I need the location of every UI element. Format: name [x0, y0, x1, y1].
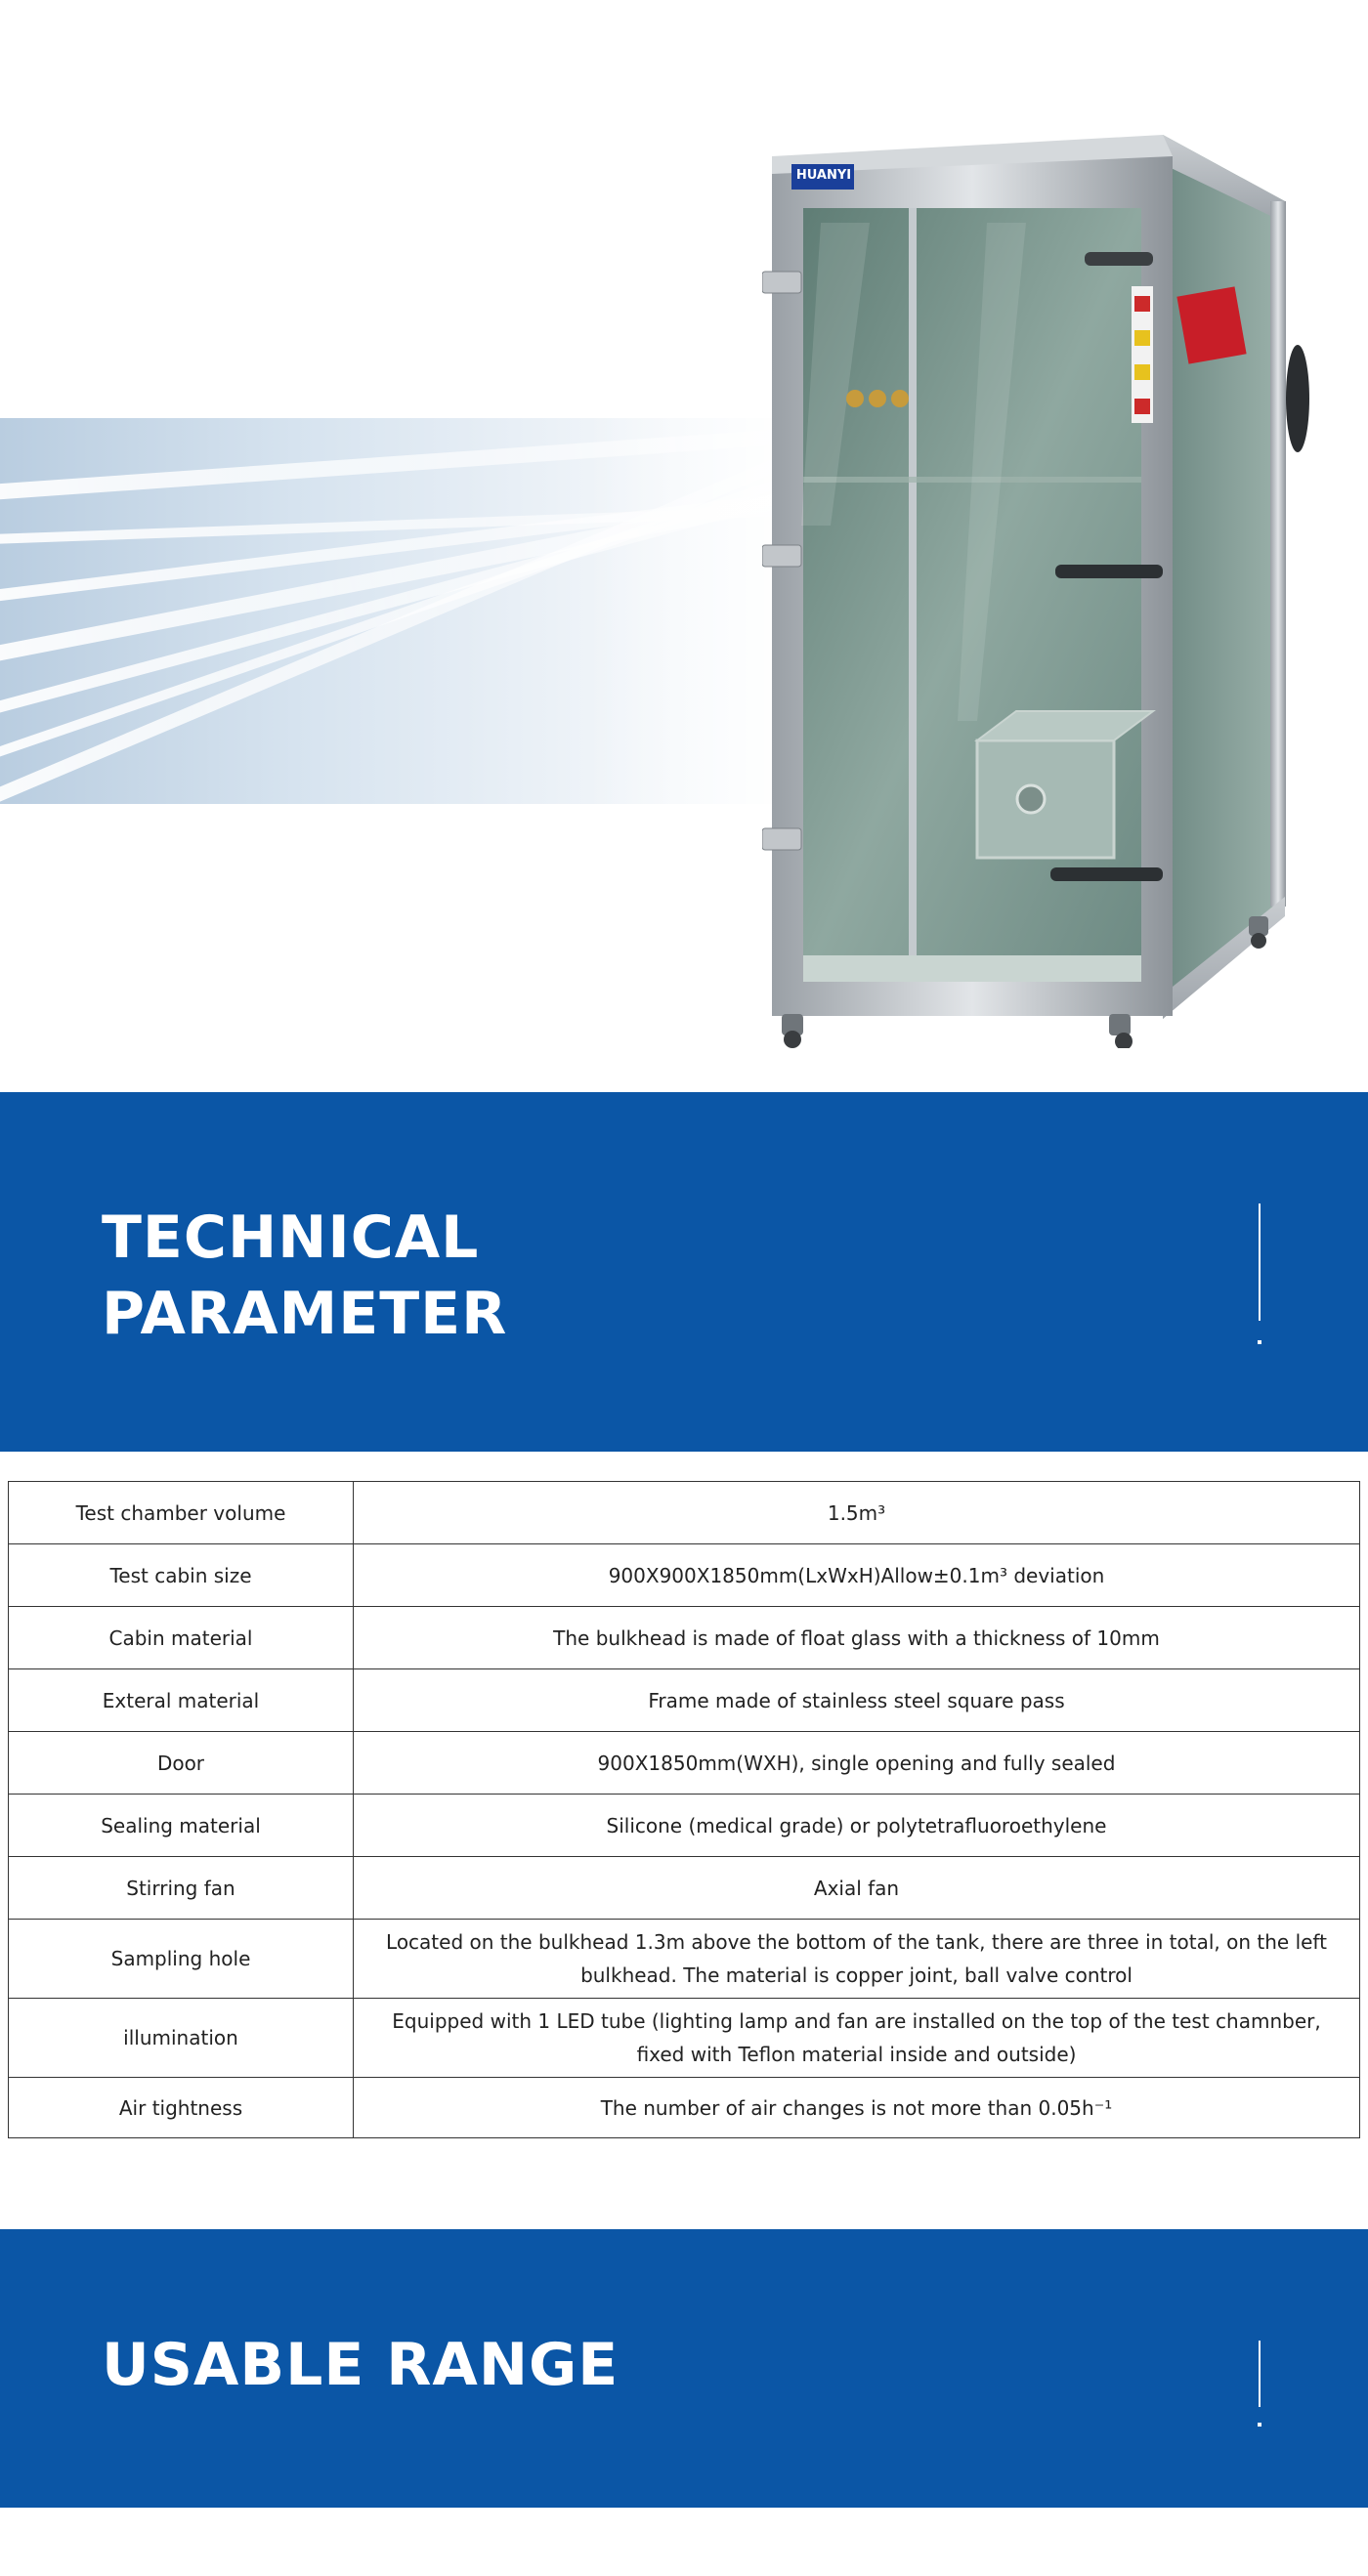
table-row [9, 1732, 1360, 1795]
hero-background-rays [0, 418, 840, 804]
table-row [9, 1920, 1360, 1999]
row-value: 900X900X1850mm(LxWxH)Allow±0.1m³ deviation [354, 1544, 1360, 1607]
table-row [9, 1857, 1360, 1920]
usable-range-banner [0, 2229, 1368, 2508]
table-row [9, 1795, 1360, 1857]
glass-test-chamber-image [762, 135, 1309, 1048]
table-row [9, 1999, 1360, 2078]
row-label: illumination [9, 1999, 354, 2078]
hero-section [0, 0, 1368, 1092]
row-value: 900X1850mm(WXH), single opening and fully sealed [354, 1732, 1360, 1795]
row-label: Cabin material [9, 1607, 354, 1669]
row-value: The bulkhead is made of float glass with a thickness of 10mm [354, 1607, 1360, 1669]
technical-parameter-banner [0, 1092, 1368, 1452]
section-title: USABLE RANGE [102, 2331, 620, 2399]
row-value: Axial fan [354, 1857, 1360, 1920]
spec-table [8, 1481, 1360, 2138]
row-value: Frame made of stainless steel square pass [354, 1669, 1360, 1732]
row-label: Test cabin size [9, 1544, 354, 1607]
row-label: Exteral material [9, 1669, 354, 1732]
row-label: Sealing material [9, 1795, 354, 1857]
row-value: The number of air changes is not more than 0.05h⁻¹ [354, 2078, 1360, 2138]
table-row [9, 1544, 1360, 1607]
table-row [9, 1669, 1360, 1732]
divider-line [1259, 1204, 1261, 1321]
row-label: Door [9, 1732, 354, 1795]
row-label: Air tightness [9, 2078, 354, 2138]
row-value: Silicone (medical grade) or polytetrafluoroethylene [354, 1795, 1360, 1857]
row-label: Sampling hole [9, 1920, 354, 1999]
row-value: Equipped with 1 LED tube (lighting lamp and fan are installed on the top of the test chamnber, fixed with Teflon material inside and outside) [354, 1999, 1360, 2078]
table-row [9, 1482, 1360, 1544]
row-value: 1.5m³ [354, 1482, 1360, 1544]
row-label: Test chamber volume [9, 1482, 354, 1544]
brand-logo: HUANYI [795, 168, 852, 183]
divider-line [1259, 2341, 1261, 2407]
table-row [9, 1607, 1360, 1669]
section-title: TECHNICAL PARAMETER [102, 1204, 508, 1348]
row-value: Located on the bulkhead 1.3m above the bottom of the tank, there are three in total, on the left bulkhead. The material is copper joint, ball valve control [354, 1920, 1360, 1999]
row-label: Stirring fan [9, 1857, 354, 1920]
table-row [9, 2078, 1360, 2138]
